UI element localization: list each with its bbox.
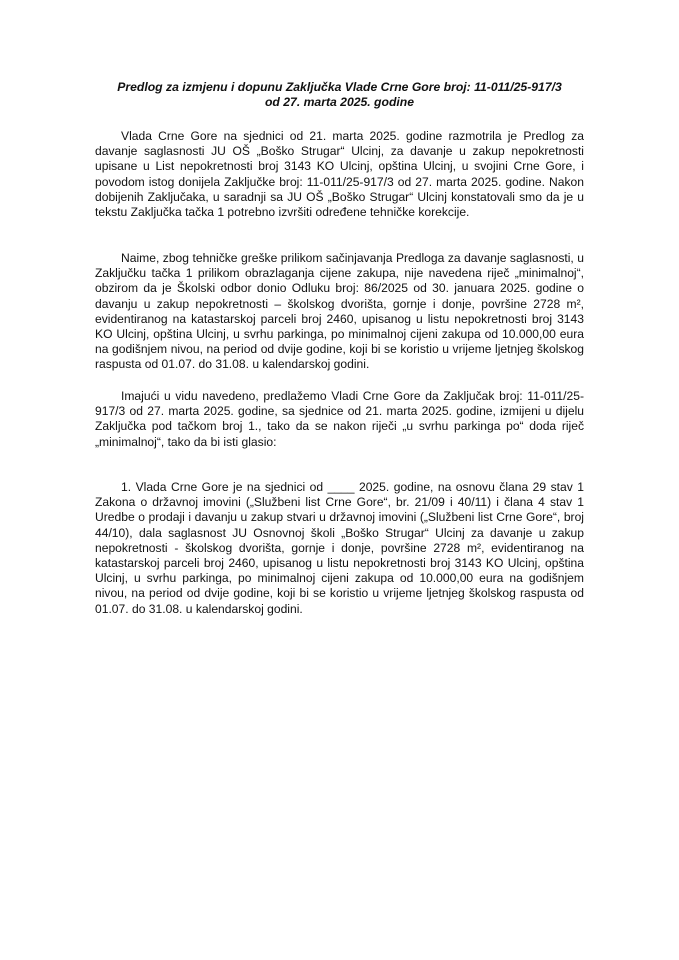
paragraph-technical-error: Naime, zbog tehničke greške prilikom sačinjavanja Predloga za davanje saglasnosti, u Zaključku tačka 1 prilikom obrazlaganja cijene zakupa, nije navedena riječ „minimalnoj“, obzirom da je Školski odbor donio Odluku broj: 86/2025 od 30. januara 2025. godine o davanju u zakup nepokretnosti – školskog dvorišta, gornje i donje, površine 2728 m², evidentiranog na katastarskoj parceli broj 2460, upisanog u listu nepokretnosti broj 3143 KO Ulcinj, opština Ulcinj, u svrhu parkinga, po minimalnoj cijeni zakupa od 10.000,00 eura na godišnjem nivou, na period od dvije godine, koji bi se koristio u vrijeme ljetnjeg školskog raspusta od 01.07. do 31.08. u kalendarskoj godini.: [95, 251, 584, 372]
document-title-line-2: od 27. marta 2025. godine: [264, 95, 414, 109]
paragraph-amended-conclusion: 1. Vlada Crne Gore je na sjednici od ____ 2025. godine, na osnovu člana 29 stav 1 Zakona o državnoj imovini („Službeni list Crne Gore“, br. 21/09 i 40/11) i člana 4 stav 1 Uredbe o prodaji i davanju u zakup stvari u državnoj imovini („Službeni list Crne Gore“, broj 44/10), dala saglasnost JU Osnovnoj školi „Boško Strugar“ Ulcinj za davanje u zakup nepokretnosti - školskog dvorišta, gornje i donje, površine 2728 m², evidentiranog na katastarskoj parceli broj 2460, upisanog u listu nepokretnosti broj 3143 KO Ulcinj, opština Ulcinj, u svrhu parkinga, po minimalnoj cijeni zakupa od 10.000,00 eura na godišnjem nivou, na period od dvije godine, koji bi se koristio u vrijeme ljetnjeg školskog raspusta od 01.07. do 31.08. u kalendarskoj godini.: [95, 480, 584, 616]
paragraph-session-summary: Vlada Crne Gore na sjednici od 21. marta 2025. godine razmotrila je Predlog za davanje saglasnosti JU OŠ „Boško Strugar“ Ulcinj, za davanje u zakup nepokretnosti upisane u List nepokretnosti broj 3143 KO Ulcinj, opština Ulcinj, u svojini Crne Gore, i povodom istog donijela Zaključke broj: 11-011/25-917/3 od 27. marta 2025. godine. Nakon dobijenih Zaključaka, u saradnji sa JU OŠ „Boško Strugar“ Ulcinj konstatovali smo da je u tekstu Zaključka tačka 1 potrebno izvršiti određene tehničke korekcije.: [95, 129, 584, 220]
paragraph-proposal: Imajući u vidu navedeno, predlažemo Vladi Crne Gore da Zaključak broj: 11-011/25-917/3 od 27. marta 2025. godine, sa sjednice od 21. marta 2025. godine, izmijeni u dijelu Zaključka pod tačkom broj 1., tako da se nakon riječi „u svrhu parkinga po“ doda riječ „minimalnoj“, tako da bi isti glasio:: [95, 389, 584, 449]
document-title: [80, 80, 599, 110]
document-title-line-1: Predlog za izmjenu i dopunu Zaključka Vlade Crne Gore broj: 11-011/25-917/3: [117, 80, 562, 94]
